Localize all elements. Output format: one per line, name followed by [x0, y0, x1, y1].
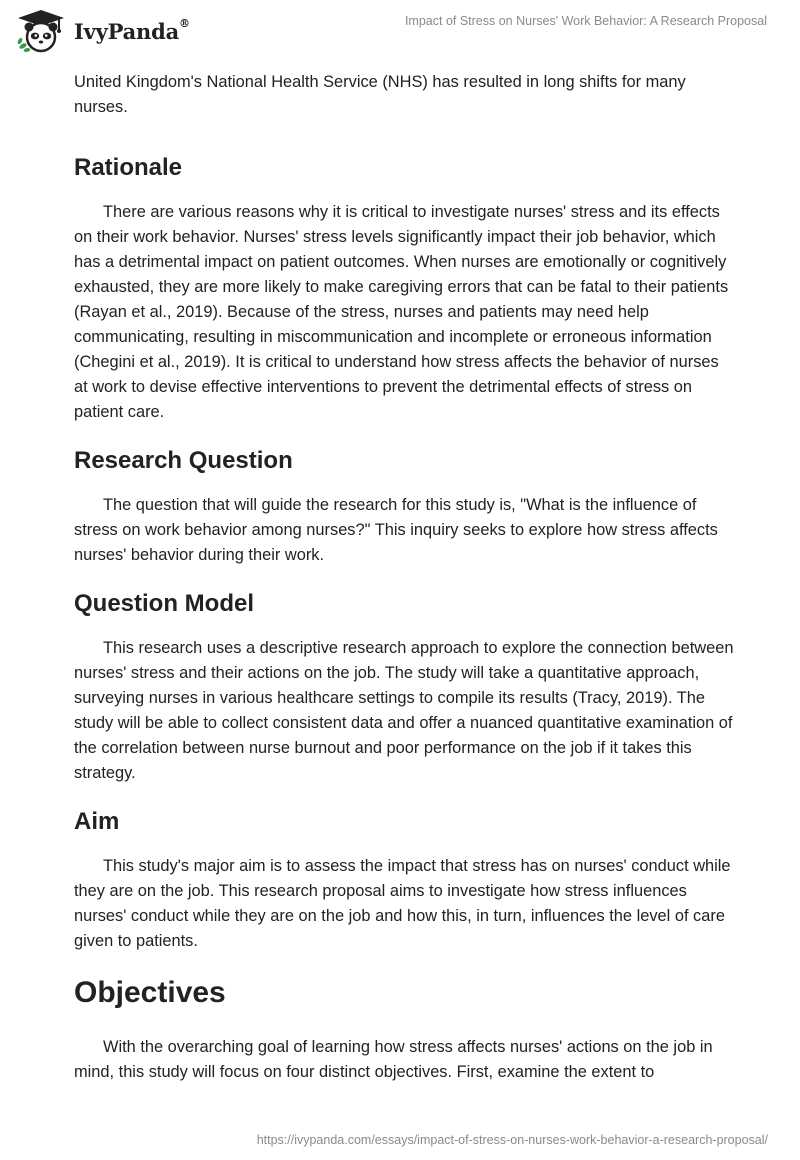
section-paragraph-rationale: There are various reasons why it is critical to investigate nurses' stress and its effects on their work behavior. Nurses' stress levels significantly impact their job behavior, which has a detrimental impact on patient outcomes. When nurses are emotionally or cognitively exhausted, they are more likely to make caregiving errors that can be fatal to their patients (Rayan et al., 2019). Because of the stress, nurses and patients may need help communicating, resulting in miscommunication and incomplete or erroneous information (Chegini et al., 2019). It is critical to understand how stress affects the behavior of nurses at work to devise effective interventions to prevent the detrimental effects of stress on patient care. [74, 203, 729, 421]
section-heading-research-question: Research Question [74, 447, 293, 474]
essay-content [74, 70, 734, 1085]
ivypanda-logo[interactable] [14, 8, 190, 54]
section-paragraph-objectives: With the overarching goal of learning how stress affects nurses' actions on the job in mind, this study will focus on four distinct objectives. First, examine the extent to [74, 1038, 713, 1081]
section-heading-rationale: Rationale [74, 154, 183, 181]
section-heading-aim: Aim [74, 808, 120, 835]
source-url[interactable]: https://ivypanda.com/essays/impact-of-stress-on-nurses-work-behavior-a-research-proposal/ [256, 1133, 768, 1147]
brand-name: IvyPanda® [74, 16, 190, 44]
section-paragraph-research-question: The question that will guide the research for this study is, "What is the influence of stress on work behavior among nurses?" This inquiry seeks to explore how stress affects nurses' behavior during their work. [74, 496, 718, 564]
intro-continuation: United Kingdom's National Health Service (NHS) has resulted in long shifts for many nurses. [74, 73, 686, 116]
section-heading-objectives: Objectives [74, 976, 226, 1009]
section-heading-question-model: Question Model [74, 590, 254, 617]
page-header [0, 0, 800, 60]
section-paragraph-question-model: This research uses a descriptive research approach to explore the connection between nurses' stress and their actions on the job. The study will take a quantitative approach, surveying nurses in various healthcare settings to compile its results (Tracy, 2019). The study will be able to collect consistent data and offer a nuanced quantitative examination of the correlation between nurse burnout and poor performance on the job if it takes this strategy. [74, 639, 734, 782]
panda-graduate-icon [14, 8, 68, 54]
running-title: Impact of Stress on Nurses' Work Behavior: A Research Proposal [404, 14, 767, 28]
section-paragraph-aim: This study's major aim is to assess the impact that stress has on nurses' conduct while they are on the job. This research proposal aims to investigate how stress influences nurses' conduct while they are on the job and how this, in turn, influences the level of care given to patients. [74, 857, 731, 950]
